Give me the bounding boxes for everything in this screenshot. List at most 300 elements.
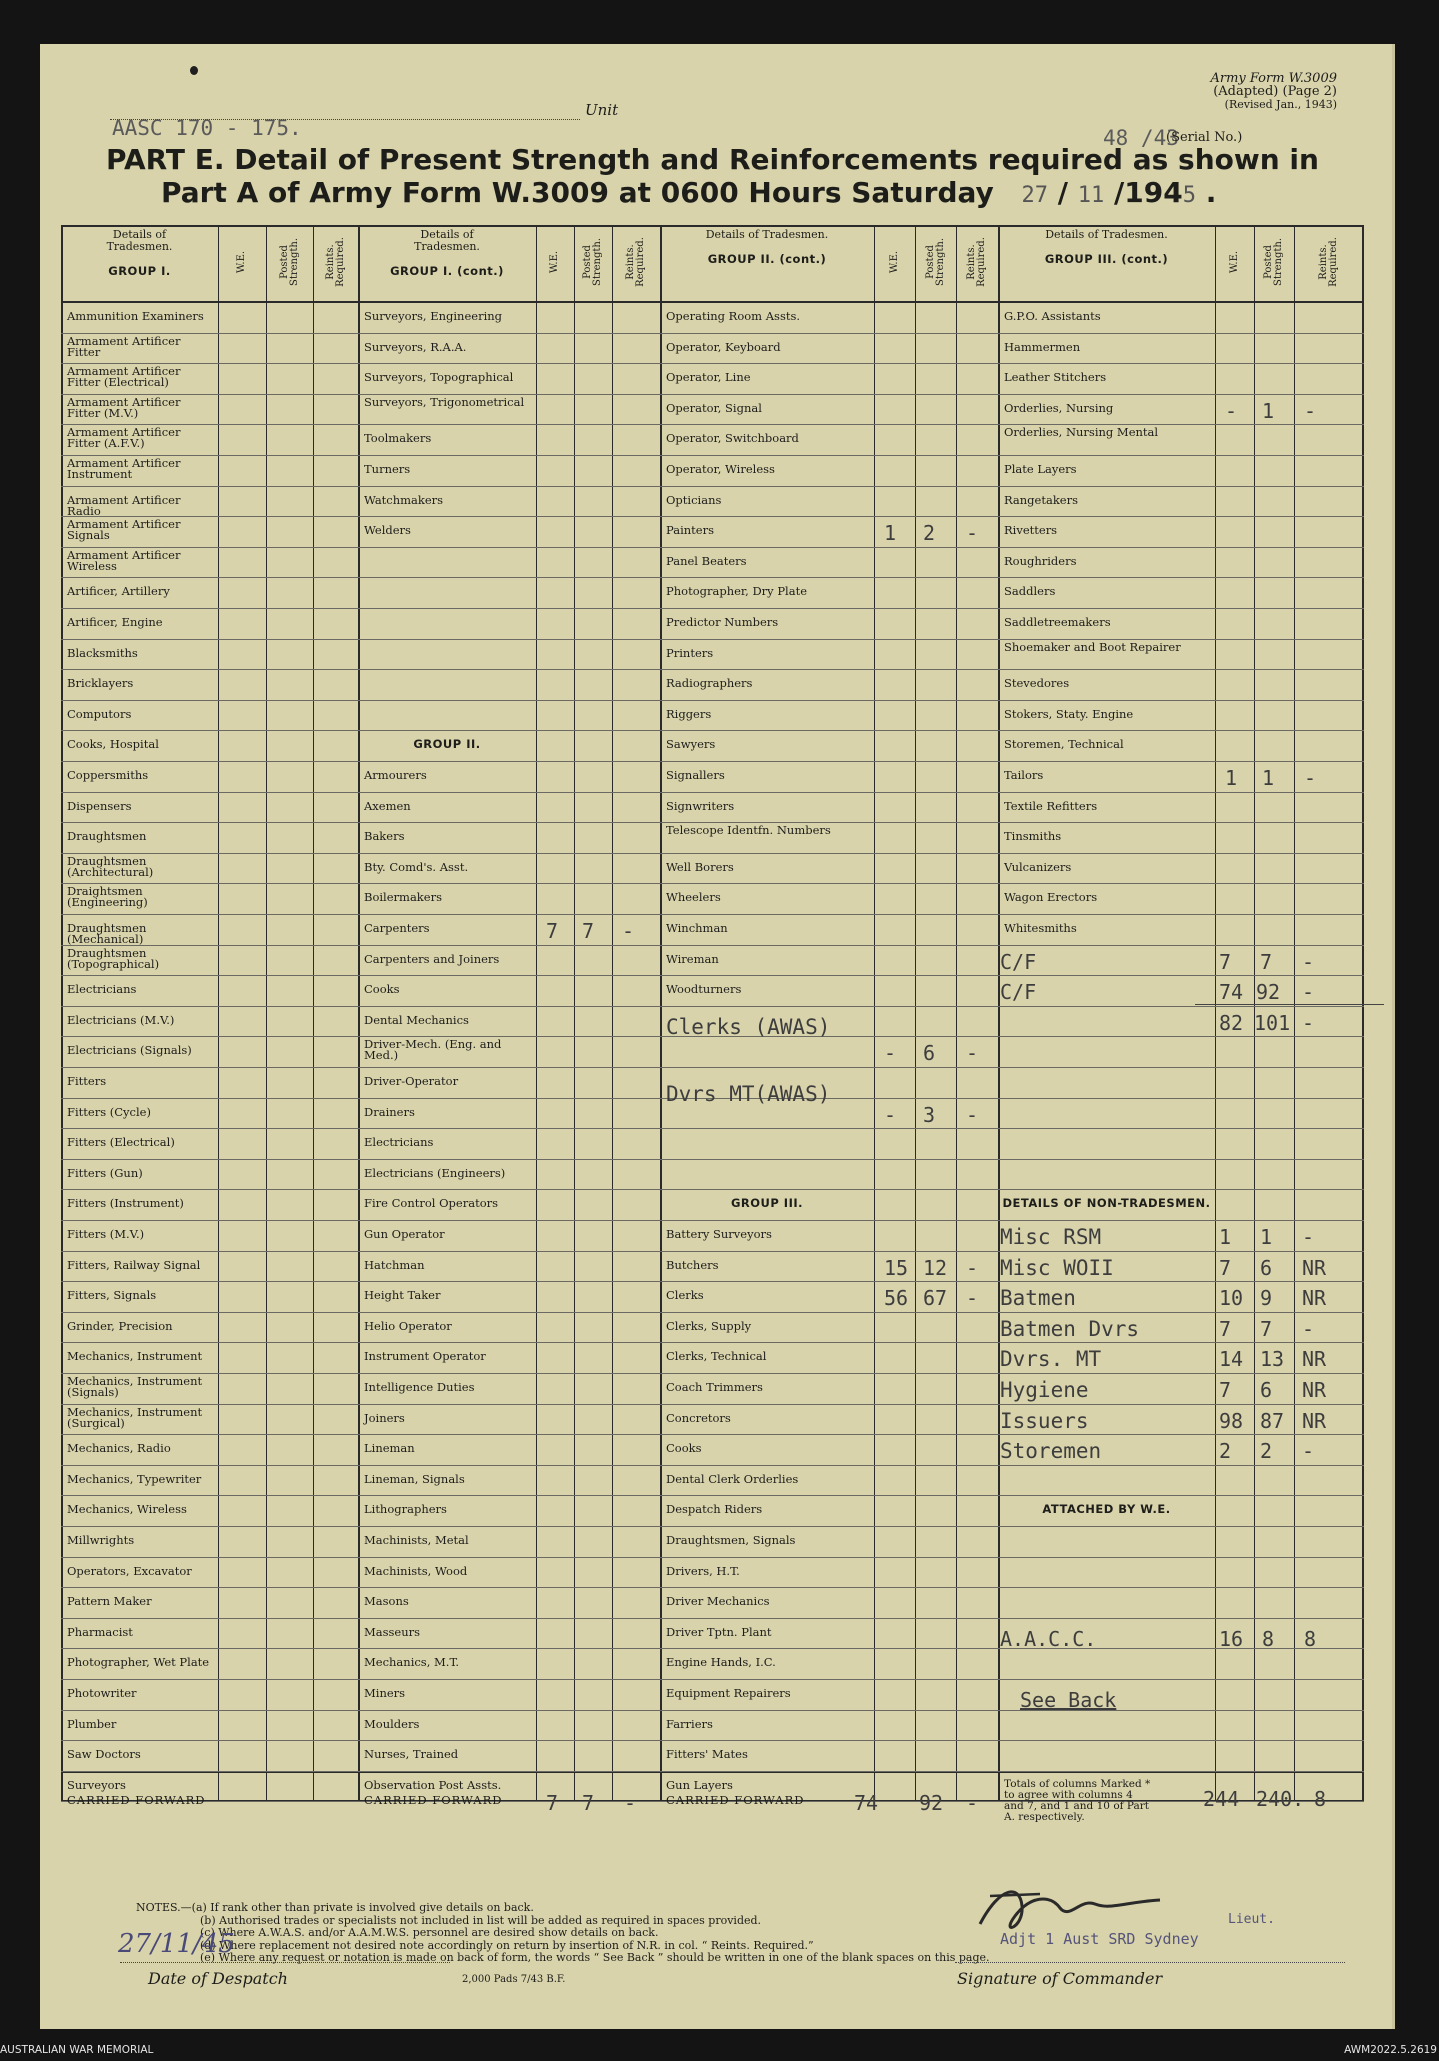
date-year-suffix: 5	[1182, 183, 1196, 208]
row-rule	[61, 547, 1364, 548]
cf-total-we: 82	[1219, 1010, 1244, 1035]
reints-heading: Reints. Required.	[324, 237, 346, 287]
details-heading: Details of Tradesmen.	[1045, 228, 1168, 241]
cf2-we: 74	[1219, 980, 1244, 1005]
trade-label: Pattern Maker	[67, 1594, 152, 1609]
non-tradesman-we: 7	[1219, 1255, 1232, 1280]
row-rule	[61, 975, 1364, 976]
trade-label: Saddletreemakers	[1004, 615, 1111, 629]
trade-label: Operator, Switchboard	[666, 431, 799, 446]
cf2-label: C/F	[1000, 980, 1037, 1005]
section-rule	[998, 225, 1000, 1802]
totals-note: Totals of columns Marked * to agree with columns 4 and 7, and 1 and 10 of Part A. respectively.	[1004, 1778, 1151, 1823]
row-rule	[61, 792, 1364, 793]
trade-label: Gun Layers	[666, 1777, 733, 1792]
row-rule	[61, 914, 1364, 915]
serial-typed: 48 /43	[1103, 126, 1179, 150]
signature-rule	[955, 1962, 1345, 1963]
trade-label: Fitters (Cycle)	[67, 1104, 151, 1119]
row-rule	[61, 333, 1364, 334]
column-rule	[266, 225, 267, 1802]
trade-label: Armament Artificer Fitter (M.V.)	[67, 394, 181, 420]
non-tradesman-we: 7	[1219, 1316, 1232, 1341]
trade-label: Dental Mechanics	[364, 1012, 469, 1027]
notes-lead: NOTES.—(a)	[136, 1901, 207, 1914]
clerks-awas-reints: -	[966, 1041, 979, 1066]
form-id-line-1: Army Form W.3009	[1210, 71, 1337, 86]
trade-label: Woodturners	[666, 982, 742, 997]
dvrs-awas-reints: -	[966, 1102, 979, 1127]
trade-label: Stokers, Staty. Engine	[1004, 706, 1134, 721]
row-rule	[61, 700, 1364, 701]
trade-label: Tinsmiths	[1004, 829, 1062, 844]
details-heading: Details of Tradesmen.	[106, 228, 173, 253]
row-rule	[61, 853, 1364, 854]
trade-label: Operator, Keyboard	[666, 339, 781, 354]
handwritten-date: 27/11/45	[118, 1929, 235, 1959]
non-tradesman-reints: -	[1302, 1225, 1315, 1249]
trade-label: Armament Artificer Radio	[67, 492, 181, 518]
trade-label: Machinists, Wood	[364, 1563, 468, 1578]
trade-label: Whitesmiths	[1004, 921, 1077, 935]
non-tradesman-posted: 9	[1260, 1286, 1273, 1311]
trade-label: Lithographers	[364, 1502, 447, 1517]
group-heading: GROUP II. (cont.)	[707, 252, 827, 266]
painters-we: 1	[884, 521, 897, 546]
column-rule	[218, 225, 219, 1802]
trade-label: Fitters (M.V.)	[67, 1227, 145, 1241]
carpenters-reints: -	[622, 919, 635, 943]
trade-label: Roughriders	[1004, 553, 1077, 568]
reints-heading: Reints. Required.	[625, 237, 646, 287]
trade-label: Helio Operator	[364, 1318, 452, 1333]
trade-label: Electricians (Engineers)	[364, 1165, 506, 1180]
trade-label: Driver Tptn. Plant	[666, 1624, 772, 1639]
trade-label: Electricians (M.V.)	[67, 1012, 175, 1027]
butchers-reints: -	[966, 1255, 979, 1280]
trade-label: Watchmakers	[364, 492, 444, 507]
section-rule	[358, 225, 360, 1802]
trade-label: Fitters (Gun)	[67, 1165, 143, 1180]
row-rule	[61, 1495, 1364, 1496]
sum-rule	[1195, 1004, 1384, 1005]
stamp-lieut: Lieut.	[1228, 1912, 1275, 1927]
we-heading: W.E.	[236, 250, 247, 274]
row-rule	[61, 1342, 1364, 1343]
non-tradesman-name: Dvrs. MT	[1000, 1347, 1102, 1372]
row-rule	[61, 1618, 1364, 1619]
reints-column-header	[1294, 229, 1364, 295]
trade-label: Farriers	[666, 1716, 713, 1731]
unit-underline	[110, 119, 580, 120]
dvrs-awas-posted: 3	[923, 1102, 936, 1127]
trade-label: Armament Artificer Wireless	[67, 547, 181, 573]
trade-label: Vulcanizers	[1004, 859, 1072, 874]
trade-label: Masons	[364, 1594, 409, 1609]
painters-posted: 2	[923, 521, 936, 546]
trade-label: Tailors	[1004, 768, 1044, 782]
details-column-header	[660, 229, 874, 265]
non-tradesman-reints: -	[1302, 1439, 1315, 1464]
trade-label: Well Borers	[666, 859, 734, 874]
trade-label: Radiographers	[666, 676, 753, 691]
we-column-header	[874, 229, 915, 295]
trade-label: Ammunition Examiners	[67, 309, 204, 323]
non-tradesman-we: 1	[1219, 1225, 1232, 1249]
row-rule	[61, 1067, 1364, 1068]
trade-label: Winchman	[666, 921, 728, 935]
non-tradesman-name: Batmen Dvrs	[1000, 1316, 1140, 1341]
trade-label: Lineman, Signals	[364, 1471, 465, 1486]
details-column-header	[998, 229, 1215, 265]
trade-label: Welders	[364, 523, 411, 538]
non-tradesman-posted: 13	[1260, 1347, 1285, 1372]
note-b: (b) Authorised trades or specialists not included in list will be added as required in spaces provided.	[200, 1913, 762, 1927]
dvrs-awas-label: Dvrs MT(AWAS)	[666, 1082, 831, 1106]
row-rule	[61, 883, 1364, 884]
trade-label: Fire Control Operators	[364, 1196, 499, 1211]
clerks-posted: 67	[923, 1286, 948, 1311]
trade-label: Shoemaker and Boot Repairer	[1004, 639, 1181, 654]
posted-heading: Posted Strength.	[1263, 237, 1284, 287]
trade-label: Operator, Wireless	[666, 462, 775, 476]
trade-label: Clerks, Supply	[666, 1318, 752, 1333]
trade-label: Blacksmiths	[67, 645, 138, 660]
carpenters-posted: 7	[582, 919, 595, 943]
trade-label: Draughtsmen (Architectural)	[67, 853, 154, 879]
date-year-prefix: /194	[1114, 176, 1183, 209]
trade-label: Fitters, Railway Signal	[67, 1257, 201, 1272]
carpenters-we: 7	[546, 919, 559, 943]
tailors-reints: -	[1304, 766, 1317, 790]
we-column-header	[536, 229, 574, 295]
aacc-we: 16	[1219, 1626, 1244, 1651]
see-back-note: See Back	[1020, 1688, 1117, 1712]
trade-label: Painters	[666, 523, 714, 538]
punch-hole	[190, 66, 198, 75]
trade-label: Millwrights	[67, 1533, 135, 1547]
column-rule	[574, 225, 575, 1802]
we-heading: W.E.	[1228, 250, 1240, 274]
trade-label: Armament Artificer Fitter	[67, 333, 181, 359]
trade-label: Surveyors	[67, 1777, 126, 1792]
trade-label: Draughtsmen (Topographical)	[67, 945, 160, 971]
trade-label: Surveyors, Trigonometrical	[364, 394, 525, 409]
non-tradesman-reints: NR	[1302, 1255, 1327, 1280]
tailors-posted: 1	[1262, 766, 1275, 790]
row-rule	[61, 486, 1364, 487]
trade-label: Driver-Mech. (Eng. and Med.)	[364, 1037, 502, 1063]
trade-label: Textile Refitters	[1004, 798, 1098, 813]
signature-label: Signature of Commander	[957, 1969, 1163, 1988]
posted-heading: Posted Strength.	[924, 237, 946, 287]
trade-label: Stevedores	[1004, 676, 1070, 691]
details-column-header	[61, 229, 218, 277]
trade-label: Storemen, Technical	[1004, 737, 1124, 752]
row-rule	[61, 1189, 1364, 1190]
non-tradesman-name: Hygiene	[1000, 1378, 1089, 1402]
trade-label: Leather Stitchers	[1004, 370, 1107, 385]
cf1-we: 7	[1219, 949, 1232, 974]
trade-label: Battery Surveyors	[666, 1227, 772, 1241]
non-tradesman-posted: 7	[1260, 1316, 1273, 1341]
row-rule	[61, 1587, 1364, 1588]
trade-label: Bakers	[364, 829, 405, 844]
trade-label: Draughtsmen (Mechanical)	[67, 921, 147, 946]
trade-label: Armament Artificer Signals	[67, 517, 181, 543]
trade-label: Engine Hands, I.C.	[666, 1655, 776, 1670]
row-rule	[61, 1404, 1364, 1405]
non-tradesman-name: Storemen	[1000, 1439, 1102, 1464]
trade-label: Draughtsmen	[67, 829, 147, 844]
posted-heading: Posted Strength.	[582, 237, 603, 287]
trade-label: Opticians	[666, 492, 722, 507]
painters-reints: -	[966, 521, 979, 546]
trade-label: Wireman	[666, 951, 719, 966]
reints-column-header	[612, 229, 660, 295]
non-tradesman-reints: NR	[1302, 1286, 1327, 1311]
row-rule	[61, 1740, 1364, 1741]
trade-label: Photowriter	[67, 1686, 137, 1700]
cf-col3-posted: 92	[919, 1791, 944, 1815]
trade-label: Signallers	[666, 768, 725, 782]
cf2-reints: -	[1302, 980, 1315, 1005]
trade-label: Height Taker	[364, 1288, 441, 1303]
row-rule	[61, 516, 1364, 517]
trade-label: Moulders	[364, 1716, 420, 1731]
clerks-awas-we: -	[884, 1041, 897, 1066]
group-heading: GROUP I. (cont.)	[390, 264, 504, 278]
trade-label: Clerks	[666, 1288, 704, 1303]
total-reints: 8	[1314, 1787, 1327, 1811]
cf1-reints: -	[1302, 949, 1315, 974]
trade-label: Hammermen	[1004, 339, 1081, 354]
column-rule	[874, 225, 875, 1802]
trade-label: Drainers	[364, 1104, 415, 1119]
cf-total-posted: 101	[1254, 1010, 1291, 1035]
trade-label: Mechanics, Wireless	[67, 1502, 187, 1517]
trade-label: Equipment Repairers	[666, 1686, 791, 1700]
cf1-label: C/F	[1000, 949, 1037, 974]
carried-forward-label: CARRIED FORWARD	[666, 1793, 805, 1807]
trade-label: Machinists, Metal	[364, 1533, 469, 1547]
form-title	[106, 143, 1356, 212]
cf-total-reints: -	[1302, 1010, 1315, 1035]
row-rule	[61, 1281, 1364, 1282]
notes-block	[136, 1902, 990, 1965]
we-column-header	[1215, 229, 1254, 295]
trade-label: Surveyors, R.A.A.	[364, 339, 467, 354]
form-page	[40, 44, 1395, 2029]
trade-label: Armourers	[364, 768, 427, 782]
cf2-posted: 92	[1256, 980, 1281, 1005]
carried-forward-rule	[61, 1772, 1364, 1773]
row-rule	[61, 1159, 1364, 1160]
orderlies-nursing-reints: -	[1304, 398, 1317, 423]
trade-label: Joiners	[364, 1410, 405, 1425]
trade-label: Cooks, Hospital	[67, 737, 159, 752]
posted-column-header	[574, 229, 612, 295]
aacc-name: A.A.C.C.	[1000, 1626, 1097, 1651]
unit-typed: AASC 170 - 175.	[112, 116, 302, 140]
group-heading: GROUP I.	[108, 264, 171, 278]
row-rule	[61, 1128, 1364, 1129]
non-tradesman-posted: 1	[1260, 1225, 1273, 1249]
trade-label: Computors	[67, 706, 132, 721]
credit-left: AUSTRALIAN WAR MEMORIAL	[0, 2044, 154, 2056]
trade-label: Mechanics, Instrument (Surgical)	[67, 1404, 203, 1430]
trade-label: Riggers	[666, 706, 712, 721]
trade-label: Lineman	[364, 1441, 415, 1456]
trade-label: Signwriters	[666, 798, 735, 813]
non-tradesman-name: Misc RSM	[1000, 1225, 1102, 1249]
row-rule	[61, 730, 1364, 731]
row-rule	[61, 1373, 1364, 1374]
non-tradesman-posted: 6	[1260, 1378, 1273, 1402]
print-info: 2,000 Pads 7/43 B.F.	[462, 1974, 566, 1985]
note-c: (c) Where A.W.A.S. and/or A.A.M.W.S. personnel are desired show details on back.	[200, 1926, 659, 1939]
orderlies-nursing-we: -	[1225, 398, 1238, 423]
posted-column-header	[915, 229, 956, 295]
note-a-text: If rank other than private is involved give details on back.	[210, 1901, 534, 1914]
trade-label: Artificer, Engine	[67, 615, 163, 629]
row-rule	[61, 608, 1364, 609]
adjutant-stamp: Adjt 1 Aust SRD Sydney	[1000, 1930, 1199, 1948]
cf-col3-reints: -	[966, 1791, 979, 1815]
trade-label: Telescope Identfn. Numbers	[666, 823, 831, 838]
row-rule	[61, 577, 1364, 578]
trade-label: Artificer, Artillery	[67, 584, 170, 599]
non-tradesman-we: 14	[1219, 1347, 1244, 1372]
row-rule	[61, 1648, 1364, 1649]
trade-label: Plate Layers	[1004, 462, 1077, 476]
carried-forward-label: CARRIED FORWARD	[364, 1793, 503, 1807]
unit-label: Unit	[585, 101, 619, 119]
trade-label: Electricians (Signals)	[67, 1043, 192, 1058]
trade-label: Grinder, Precision	[67, 1318, 173, 1333]
date-month: 11	[1077, 183, 1105, 208]
trade-label: Fitters (Electrical)	[67, 1135, 175, 1150]
clerks-reints: -	[966, 1286, 979, 1311]
row-rule	[61, 1312, 1364, 1313]
trade-label: Rivetters	[1004, 523, 1058, 538]
non-tradesman-posted: 2	[1260, 1439, 1273, 1464]
trade-label: Operator, Line	[666, 370, 751, 385]
column-rule	[956, 225, 957, 1802]
row-rule	[61, 1557, 1364, 1558]
trade-label: Axemen	[364, 798, 411, 813]
trade-label: Bty. Comd's. Asst.	[364, 859, 469, 874]
trade-label: Butchers	[666, 1257, 719, 1272]
non-tradesman-name: Issuers	[1000, 1408, 1089, 1433]
trade-label: Mechanics, Instrument	[67, 1349, 203, 1364]
serial-label: (Serial No.)	[1166, 130, 1243, 145]
non-tradesman-posted: 6	[1260, 1255, 1273, 1280]
trade-label: Rangetakers	[1004, 492, 1079, 507]
details-heading: Details of Tradesmen.	[705, 228, 829, 241]
cf-col3-we: 74	[854, 1791, 879, 1815]
row-rule	[61, 394, 1364, 395]
non-tradesman-reints: -	[1302, 1316, 1315, 1341]
trade-label: Clerks, Technical	[666, 1349, 767, 1364]
non-tradesman-we: 98	[1219, 1408, 1244, 1433]
trade-label: Cooks	[666, 1441, 702, 1456]
trade-label: Hatchman	[364, 1257, 425, 1272]
dvrs-awas-we: -	[884, 1102, 897, 1127]
row-rule	[61, 1771, 1364, 1772]
row-rule	[61, 363, 1364, 364]
posted-column-header	[266, 229, 313, 295]
row-rule	[61, 1220, 1364, 1221]
trade-label: Masseurs	[364, 1624, 421, 1639]
non-tradesman-we: 7	[1219, 1378, 1232, 1402]
butchers-we: 15	[884, 1255, 909, 1280]
non-tradesman-posted: 87	[1260, 1408, 1285, 1433]
trade-label: Wheelers	[666, 890, 721, 905]
trade-label: Coppersmiths	[67, 768, 149, 782]
trade-label: Panel Beaters	[666, 553, 747, 568]
column-rule	[612, 225, 613, 1802]
trade-label: Electricians	[67, 982, 137, 997]
trade-label: Intelligence Duties	[364, 1380, 475, 1394]
header-rule	[61, 301, 1364, 303]
subgroup-heading: ATTACHED BY W.E.	[1042, 1502, 1171, 1517]
date-day: 27	[1021, 183, 1049, 208]
row-rule	[61, 669, 1364, 670]
row-rule	[61, 455, 1364, 456]
non-tradesman-we: 2	[1219, 1439, 1232, 1464]
trade-label: Turners	[364, 462, 411, 476]
column-rule	[313, 225, 314, 1802]
trade-label: Boilermakers	[364, 890, 442, 905]
trade-label: Observation Post Assts.	[364, 1777, 502, 1792]
we-heading: W.E.	[888, 250, 900, 274]
reints-column-header	[956, 229, 998, 295]
trade-label: Driver-Operator	[364, 1074, 459, 1088]
clerks-we: 56	[884, 1286, 909, 1311]
trade-label: Fitters, Signals	[67, 1288, 157, 1303]
row-rule	[61, 1710, 1364, 1711]
non-tradesman-we: 10	[1219, 1286, 1244, 1311]
trade-label: Saddlers	[1004, 584, 1056, 599]
reints-heading: Reints. Required.	[1318, 237, 1339, 287]
note-e: (e) Where any request or notation is made on back of form, the words “ See Back ” should be written in one of the blank spaces on this page.	[200, 1951, 990, 1964]
column-rule	[1215, 225, 1216, 1802]
date-slash-1: /	[1057, 176, 1069, 209]
trade-label: Draightsmen (Engineering)	[67, 884, 148, 910]
trade-label: Photographer, Wet Plate	[67, 1655, 210, 1670]
posted-column-header	[1254, 229, 1294, 295]
trade-label: Armament Artificer Fitter (Electrical)	[67, 364, 181, 390]
column-rule	[536, 225, 537, 1802]
subgroup-heading: DETAILS OF NON-TRADESMEN.	[1002, 1196, 1211, 1211]
trade-label: Saw Doctors	[67, 1747, 141, 1762]
trade-label: Fitters	[67, 1074, 107, 1088]
non-tradesman-reints: NR	[1302, 1347, 1327, 1372]
subgroup-heading: GROUP II.	[413, 737, 481, 752]
row-rule	[61, 945, 1364, 946]
row-rule	[61, 1526, 1364, 1527]
trade-label: Draughtsmen, Signals	[666, 1533, 796, 1547]
row-rule	[61, 1006, 1364, 1007]
trade-label: Wagon Erectors	[1004, 890, 1098, 905]
trade-label: Electricians	[364, 1135, 434, 1150]
trade-label: Bricklayers	[67, 676, 134, 691]
trade-label: Instrument Operator	[364, 1349, 486, 1364]
trade-label: Surveyors, Topographical	[364, 370, 514, 385]
trade-label: Operators, Excavator	[67, 1563, 192, 1578]
details-column-header	[358, 229, 536, 277]
